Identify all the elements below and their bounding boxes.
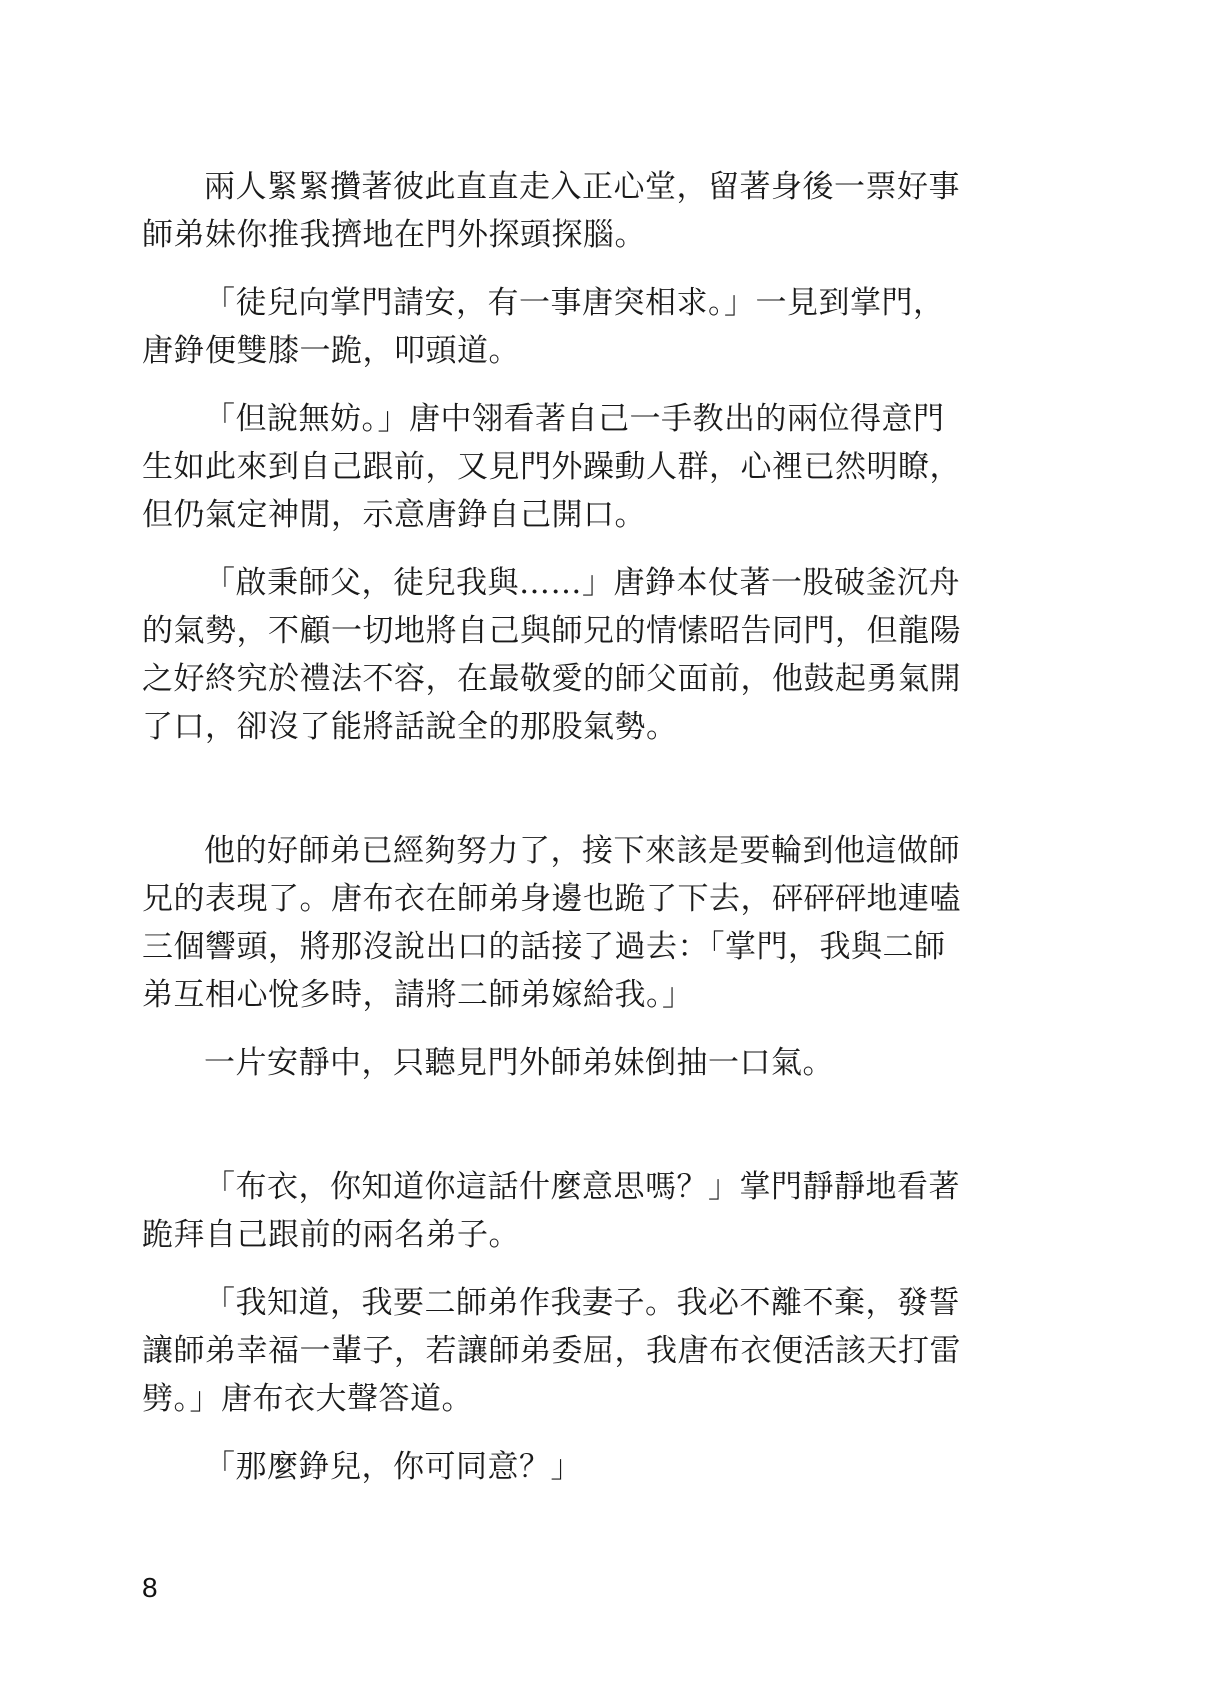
paragraph-spacer	[142, 259, 962, 279]
paragraph-spacer	[142, 1259, 962, 1279]
text-line: 唐錚便雙膝一跪，叩頭道。	[142, 333, 520, 369]
text-line: 之好終究於禮法不容，在最敬愛的師父面前，他鼓起勇氣開	[142, 661, 961, 697]
paragraph-2	[142, 279, 962, 375]
paragraph-1	[142, 163, 962, 259]
paragraph-spacer	[142, 1423, 962, 1443]
text-line: 「但說無妨。」唐中翎看著自己一手教出的兩位得意門	[204, 401, 945, 437]
text-line: 的氣勢，不顧一切地將自己與師兄的情愫昭告同門，但龍陽	[142, 613, 961, 649]
paragraph-spacer	[142, 1019, 962, 1039]
page-number: 8	[142, 1572, 158, 1603]
text-line: 他的好師弟已經夠努力了，接下來該是要輪到他這做師	[204, 833, 960, 869]
text-line: 劈。」唐布衣大聲答道。	[142, 1381, 473, 1417]
text-line: 讓師弟幸福一輩子，若讓師弟委屈，我唐布衣便活該天打雷	[142, 1333, 961, 1369]
paragraph-9	[142, 1443, 962, 1491]
paragraph-spacer	[142, 539, 962, 559]
text-line: 弟互相心悅多時，請將二師弟嫁給我。」	[142, 977, 694, 1013]
paragraph-5	[142, 827, 962, 1019]
text-line: 兄的表現了。唐布衣在師弟身邊也跪了下去，砰砰砰地連嗑	[142, 881, 961, 917]
paragraph-7	[142, 1163, 962, 1259]
text-line: 生如此來到自己跟前，又見門外躁動人群，心裡已然明瞭，	[142, 449, 961, 485]
section-break	[142, 751, 962, 827]
text-line: 跪拜自己跟前的兩名弟子。	[142, 1217, 520, 1253]
text-line: 師弟妹你推我擠地在門外探頭探腦。	[142, 217, 646, 253]
text-line: 「徒兒向掌門請安，有一事唐突相求。」一見到掌門，	[204, 285, 945, 321]
section-break	[142, 1087, 962, 1163]
paragraph-8	[142, 1279, 962, 1423]
paragraph-spacer	[142, 375, 962, 395]
text-line: 「我知道，我要二師弟作我妻子。我必不離不棄，發誓	[204, 1285, 960, 1321]
text-line: 但仍氣定神閒，示意唐錚自己開口。	[142, 497, 646, 533]
text-line: 「布衣，你知道你這話什麼意思嗎？」掌門靜靜地看著	[204, 1169, 960, 1205]
body-text	[142, 163, 962, 1491]
text-line: 一片安靜中，只聽見門外師弟妹倒抽一口氣。	[204, 1045, 834, 1081]
paragraph-6	[142, 1039, 962, 1087]
paragraph-3	[142, 395, 962, 539]
text-line: 「那麼錚兒，你可同意？」	[204, 1449, 582, 1485]
text-line: 了口，卻沒了能將話說全的那股氣勢。	[142, 709, 678, 745]
text-line: 三個響頭，將那沒說出口的話接了過去：「掌門，我與二師	[142, 929, 946, 965]
text-line: 「啟秉師父，徒兒我與……」唐錚本仗著一股破釜沉舟	[204, 565, 960, 601]
text-line: 兩人緊緊攢著彼此直直走入正心堂，留著身後一票好事	[204, 169, 960, 205]
paragraph-4	[142, 559, 962, 751]
